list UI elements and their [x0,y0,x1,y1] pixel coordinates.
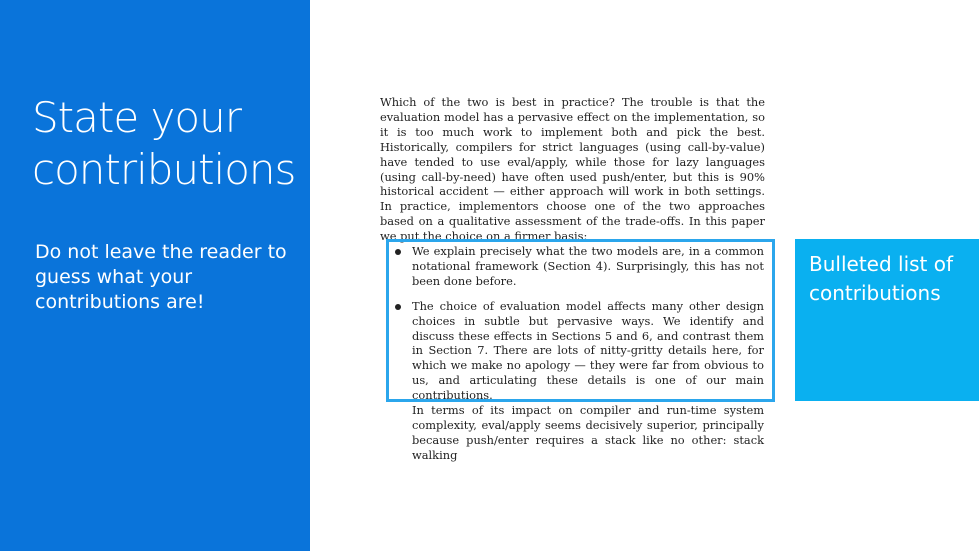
contribution-bullet [392,244,764,289]
contributions-bullet-list [392,244,764,413]
bullet-icon [395,249,401,255]
paper-excerpt [380,95,765,244]
paper-intro-paragraph: Which of the two is best in practice? The trouble is that the evaluation model has a pervasive effect on the implementation, so it is too much work to implement both and pick the best. Historically, compilers for strict languages (using call-by-value) have tended to use eval/apply, while those for lazy languages (using call-by-need) have often used push/enter, but this is 90% historical accident — either approach will work in both settings. In practice, implementors choose one of the two approaches based on a qualitative assessment of the trade-offs. In this paper we put the choice on a firmer basis: [380,95,765,244]
slide-subtitle: Do not leave the reader to guess what your contributions are! [35,241,287,313]
paper-continuation-paragraph: In terms of its impact on compiler and run-time system complexity, eval/apply seems decisively superior, principally because push/enter requires a stack like no other: stack walking [412,403,764,462]
slide-title: State your contributions [32,93,296,194]
contribution-bullet [392,299,764,403]
bulleted-list-callout: Bulleted list of contributions [795,239,979,401]
contribution-text: The choice of evaluation model affects many other design choices in subtle but pervasive ways. We identify and discuss these effects in Sections 5 and 6, and contrast them in Section 7. There are lots of nitty-gritty details here, for which we make no apology — they were far from obvious to us, and articulating these details is one of our main contributions. [412,298,764,403]
left-title-panel [0,0,310,551]
bullet-icon [395,304,401,310]
contribution-text: We explain precisely what the two models are, in a common notational framework (Section 4). Surprisingly, this has not been done before. [412,244,764,288]
